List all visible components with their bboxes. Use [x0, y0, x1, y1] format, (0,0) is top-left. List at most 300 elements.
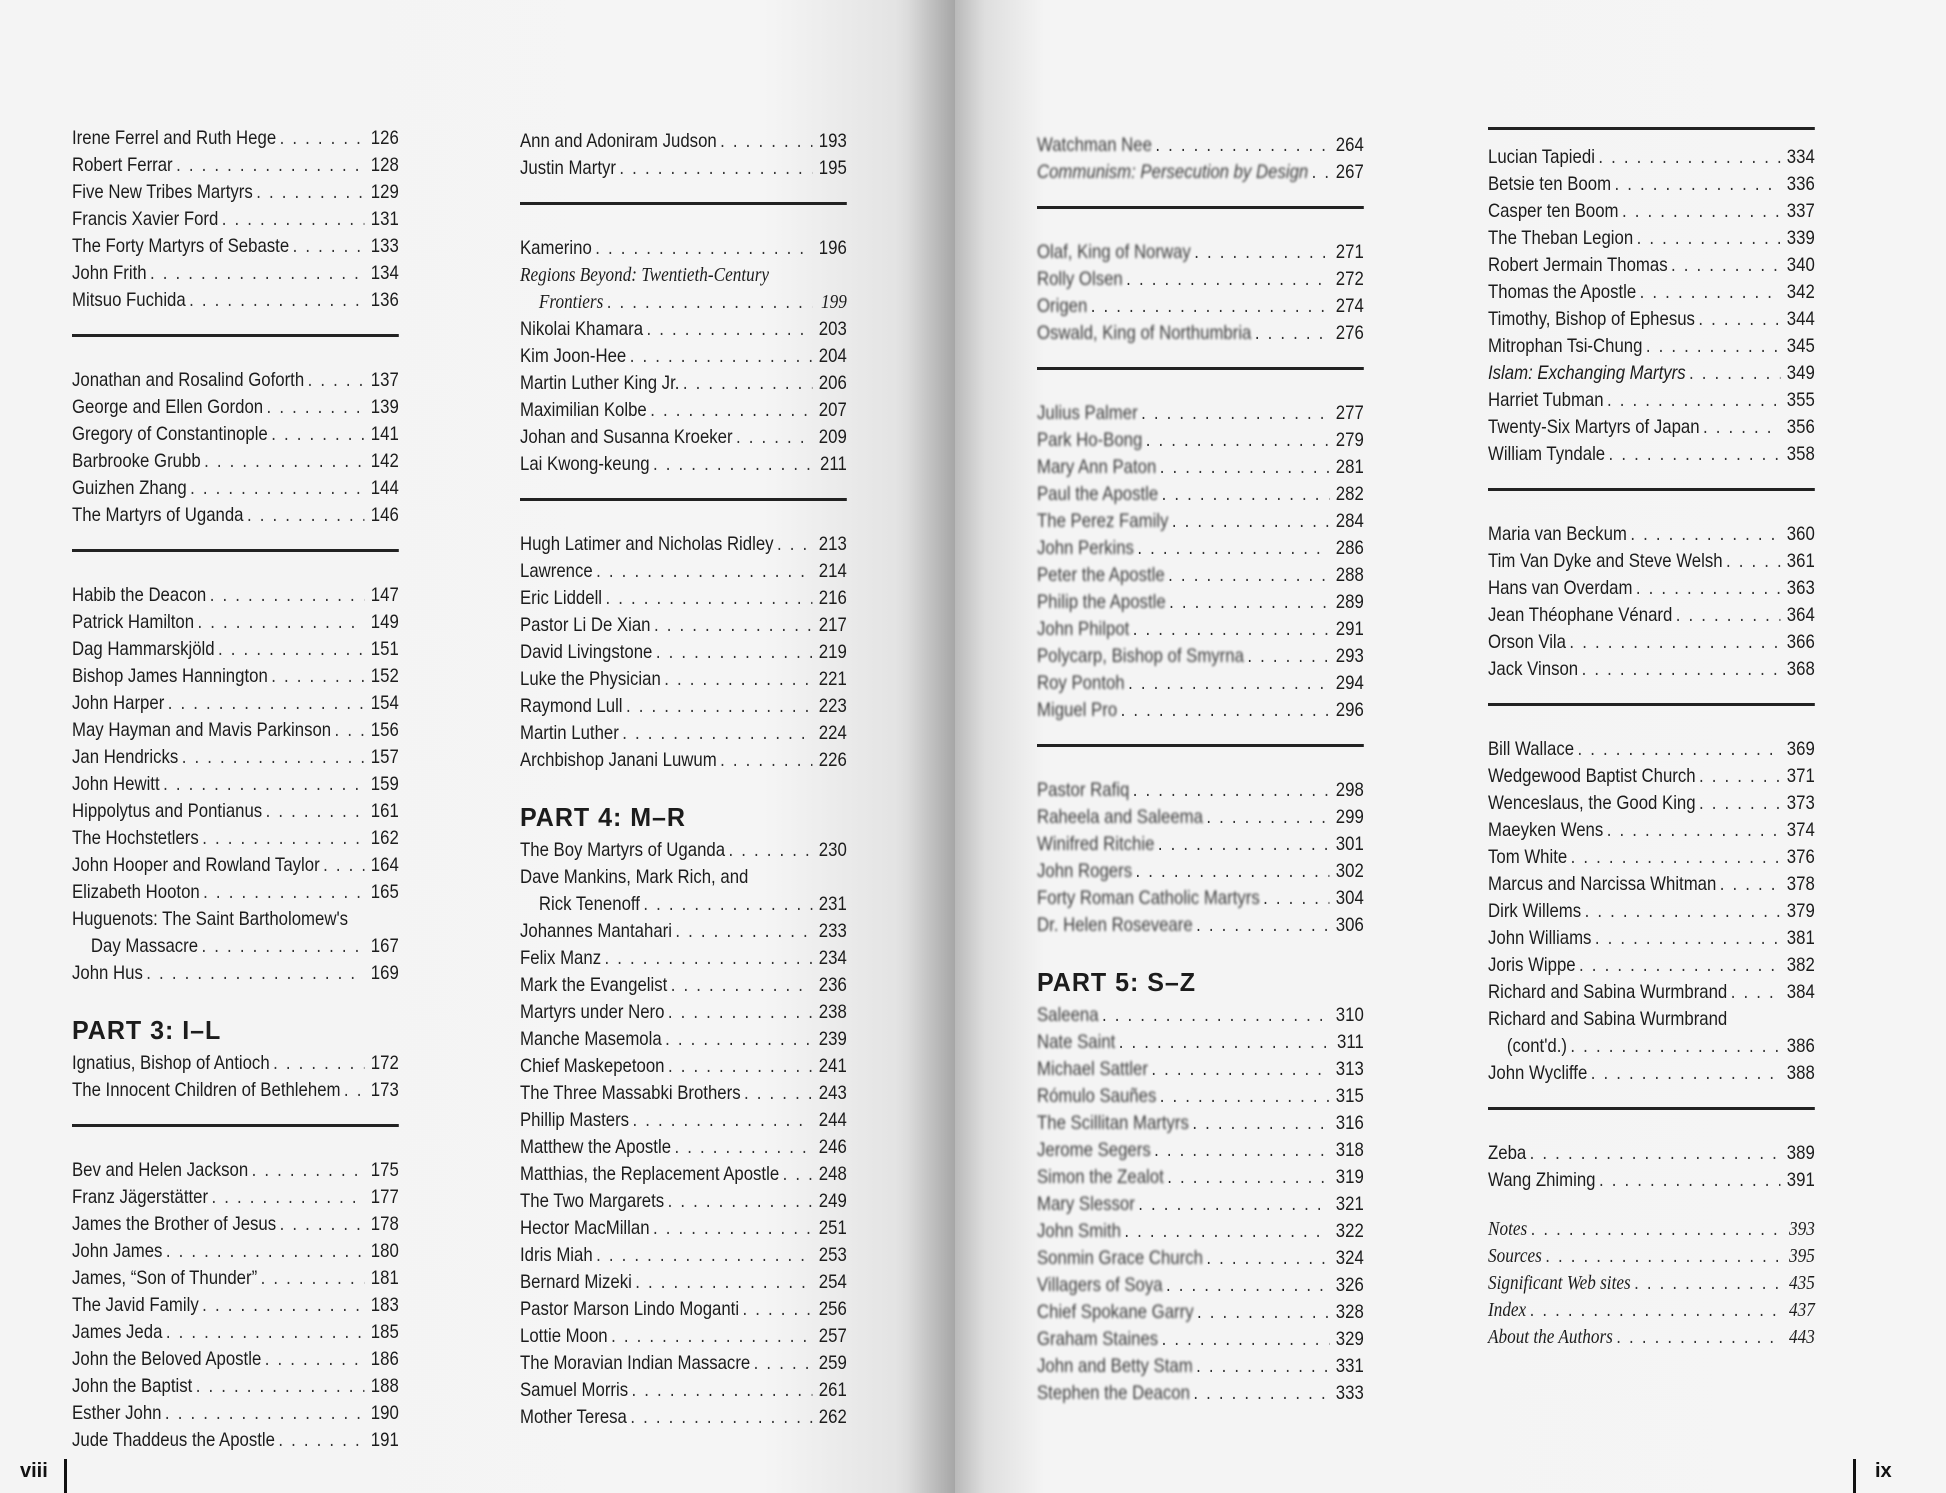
- entry-page: 193: [818, 130, 847, 152]
- entry-title: John Rogers: [1037, 860, 1133, 882]
- entry-page: 257: [818, 1325, 847, 1347]
- entry-title: Thomas the Apostle: [1488, 281, 1637, 303]
- entry-page: 180: [370, 1240, 399, 1262]
- entry-page: 239: [818, 1028, 847, 1050]
- entry-page: 321: [1335, 1193, 1364, 1215]
- dot-leader: [632, 1107, 812, 1134]
- toc-entry: [1488, 898, 1815, 925]
- toc-entry: [72, 125, 399, 152]
- entry-page: 156: [370, 719, 399, 741]
- section-divider: [1488, 488, 1815, 491]
- dot-leader: [653, 1215, 812, 1242]
- entry-title: Saleena: [1037, 1004, 1099, 1026]
- entry-title: Lucian Tapiedi: [1488, 146, 1595, 168]
- dot-leader: [1630, 521, 1780, 548]
- toc-entry: [72, 206, 399, 233]
- entry-page: 191: [370, 1429, 399, 1451]
- entry-title: David Livingstone: [520, 641, 653, 663]
- section-divider: [1037, 744, 1364, 747]
- entry-page: 206: [818, 372, 847, 394]
- entry-page: 221: [818, 668, 847, 690]
- toc-entry: [520, 424, 847, 451]
- entry-title: Patrick Hamilton: [72, 611, 195, 633]
- dot-leader: [777, 531, 812, 558]
- entry-title: John and Betty Stam: [1037, 1355, 1193, 1377]
- entry-title: The Moravian Indian Massacre: [520, 1352, 751, 1374]
- dot-leader: [1133, 616, 1330, 643]
- entry-page: 294: [1335, 672, 1364, 694]
- dot-leader: [256, 179, 364, 206]
- entry-title: Origen: [1037, 295, 1088, 317]
- dot-leader: [1585, 898, 1781, 925]
- toc-entry: [1037, 293, 1364, 320]
- dot-leader: [196, 1373, 365, 1400]
- dot-leader: [1138, 1191, 1329, 1218]
- entry-title: Guizhen Zhang: [72, 477, 187, 499]
- toc-group: [72, 1157, 399, 1454]
- entry-page: 142: [370, 450, 399, 472]
- entry-title: Nikolai Khamara: [520, 318, 644, 340]
- dot-leader: [1699, 763, 1780, 790]
- entry-page: 328: [1335, 1301, 1364, 1323]
- entry-title: Phillip Masters: [520, 1109, 630, 1131]
- dot-leader: [1160, 1083, 1330, 1110]
- toc-entry: [1488, 629, 1815, 656]
- entry-title: Mitrophan Tsi-Chung: [1488, 335, 1643, 357]
- dot-leader: [222, 206, 365, 233]
- dot-leader: [668, 999, 813, 1026]
- page-number-rule-right: [1853, 1459, 1856, 1493]
- entry-title: Bishop James Hannington: [72, 665, 268, 687]
- toc-entry: [1037, 535, 1364, 562]
- entry-title: Peter the Apostle: [1037, 564, 1165, 586]
- dot-leader: [671, 972, 813, 999]
- entry-page: 437: [1789, 1299, 1815, 1321]
- dot-leader: [1155, 132, 1329, 159]
- toc-entry: [520, 666, 847, 693]
- toc-entry: [72, 798, 399, 825]
- entry-title: Villagers of Soya: [1037, 1274, 1163, 1296]
- left-page: [0, 0, 955, 1493]
- dot-leader: [1263, 885, 1329, 912]
- toc-entry: [1037, 508, 1364, 535]
- dot-leader: [176, 152, 364, 179]
- entry-page: 329: [1335, 1328, 1364, 1350]
- entry-page: 360: [1786, 523, 1815, 545]
- entry-page: 379: [1786, 900, 1815, 922]
- dot-leader: [1196, 912, 1329, 939]
- dot-leader: [619, 155, 812, 182]
- entry-page: 131: [370, 208, 399, 230]
- toc-entry: [520, 864, 847, 918]
- toc-entry: [1488, 1006, 1815, 1060]
- dot-leader: [1167, 1164, 1329, 1191]
- entry-page: 253: [818, 1244, 847, 1266]
- entry-title: Pastor Li De Xian: [520, 614, 651, 636]
- entry-page: 236: [818, 974, 847, 996]
- dot-leader: [1699, 790, 1780, 817]
- toc-entry: [72, 287, 399, 314]
- toc-entry: [1488, 763, 1815, 790]
- entry-title: Marcus and Narcissa Whitman: [1488, 873, 1717, 895]
- dot-leader: [150, 260, 364, 287]
- toc-entry: [1488, 1216, 1815, 1243]
- entry-page: 336: [1786, 173, 1815, 195]
- toc-entry: [72, 960, 399, 987]
- entry-title: Stephen the Deacon: [1037, 1382, 1190, 1404]
- entry-page: 349: [1786, 362, 1815, 384]
- entry-page: 183: [370, 1294, 399, 1316]
- toc-entry: [1488, 1324, 1815, 1351]
- dot-leader: [1570, 1033, 1780, 1060]
- toc-entry: [72, 582, 399, 609]
- toc-entry: [520, 531, 847, 558]
- dot-leader: [1206, 804, 1329, 831]
- entry-title: John Perkins: [1037, 537, 1134, 559]
- entry-title: The Martyrs of Uganda: [72, 504, 244, 526]
- entry-title: Matthias, the Replacement Apostle: [520, 1163, 780, 1185]
- toc-entry: [520, 1215, 847, 1242]
- dot-leader: [632, 1377, 813, 1404]
- dot-leader: [1731, 979, 1781, 1006]
- entry-page: 199: [821, 291, 847, 313]
- dot-leader: [190, 475, 364, 502]
- toc-entry: [72, 1265, 399, 1292]
- dot-leader: [1158, 831, 1330, 858]
- entry-page: 298: [1335, 779, 1364, 801]
- entry-page: 204: [818, 345, 847, 367]
- entry-title: Roy Pontoh: [1037, 672, 1125, 694]
- entry-title: Eric Liddell: [520, 587, 603, 609]
- entry-title: Jerome Segers: [1037, 1139, 1151, 1161]
- toc-group: [520, 837, 847, 1431]
- toc-entry: [72, 636, 399, 663]
- toc-entry: [1488, 414, 1815, 441]
- entry-page: 262: [818, 1406, 847, 1428]
- toc-entry: [1037, 616, 1364, 643]
- entry-page: 324: [1335, 1247, 1364, 1269]
- dot-leader: [271, 421, 364, 448]
- entry-page: 233: [818, 920, 847, 942]
- toc-entry: [72, 421, 399, 448]
- entry-title: Lai Kwong-keung: [520, 453, 650, 475]
- toc-entry: [72, 744, 399, 771]
- toc-entry: [1488, 1270, 1815, 1297]
- entry-page: 144: [370, 477, 399, 499]
- toc-entry: [1037, 589, 1364, 616]
- entry-page: 128: [370, 154, 399, 176]
- toc-entry: [72, 690, 399, 717]
- entry-title: Jean Théophane Vénard: [1488, 604, 1673, 626]
- toc-entry: [1488, 171, 1815, 198]
- dot-leader: [1206, 1245, 1329, 1272]
- entry-title: Manche Masemola: [520, 1028, 662, 1050]
- entry-title: Mary Ann Paton: [1037, 456, 1157, 478]
- entry-title: Olaf, King of Norway: [1037, 241, 1191, 263]
- dot-leader: [1598, 144, 1780, 171]
- toc-entry: [520, 1323, 847, 1350]
- dot-leader: [1607, 387, 1780, 414]
- toc-group: [1488, 1140, 1815, 1194]
- entry-page: 358: [1786, 443, 1815, 465]
- entry-title: Hans van Overdam: [1488, 577, 1633, 599]
- entry-page: 395: [1789, 1245, 1815, 1267]
- entry-page: 139: [370, 396, 399, 418]
- dot-leader: [1689, 360, 1780, 387]
- toc-entry: [1488, 790, 1815, 817]
- entry-title: Johannes Mantahari: [520, 920, 672, 942]
- entry-title: Justin Martyr: [520, 157, 616, 179]
- entry-page: 435: [1789, 1272, 1815, 1294]
- toc-entry: [72, 502, 399, 529]
- entry-title: Bev and Helen Jackson: [72, 1159, 249, 1181]
- back-matter-spacer: [1488, 1194, 1815, 1216]
- entry-title: Joris Wippe: [1488, 954, 1576, 976]
- toc-entry: [520, 837, 847, 864]
- entry-title-cont: Frontiers: [538, 291, 604, 313]
- dot-leader: [728, 837, 812, 864]
- entry-title: Franz Jägerstätter: [72, 1186, 209, 1208]
- entry-page: 311: [1337, 1031, 1364, 1053]
- entry-page: 152: [370, 665, 399, 687]
- page-number-left: viii: [20, 1460, 48, 1482]
- dot-leader: [1137, 535, 1329, 562]
- dot-leader: [605, 945, 813, 972]
- dot-leader: [1168, 562, 1329, 589]
- entry-title: Casper ten Boom: [1488, 200, 1619, 222]
- entry-page: 234: [818, 947, 847, 969]
- dot-leader: [653, 451, 812, 478]
- entry-title: Samuel Morris: [520, 1379, 629, 1401]
- entry-page: 304: [1335, 887, 1364, 909]
- entry-title: Robert Jermain Thomas: [1488, 254, 1668, 276]
- entry-page: 249: [818, 1190, 847, 1212]
- toc-group: [1488, 736, 1815, 1087]
- entry-page: 159: [370, 773, 399, 795]
- entry-title: Richard and Sabina Wurmbrand: [1488, 1008, 1728, 1030]
- toc-entry: [520, 558, 847, 585]
- dot-leader: [1162, 1326, 1330, 1353]
- entry-title: Gregory of Constantinople: [72, 423, 268, 445]
- entry-page: 207: [818, 399, 847, 421]
- entry-title: John Smith: [1037, 1220, 1121, 1242]
- page-number-rule-left: [64, 1459, 67, 1493]
- toc-entry: [1037, 670, 1364, 697]
- dot-leader: [344, 1077, 364, 1104]
- dot-leader: [611, 1323, 812, 1350]
- entry-page: 299: [1335, 806, 1364, 828]
- dot-leader: [168, 690, 365, 717]
- entry-continuation-line: [1488, 1033, 1815, 1060]
- entry-title-cont: Rick Tenenoff: [538, 893, 640, 915]
- dot-leader: [266, 798, 365, 825]
- part-heading: PART 4: M–R: [520, 802, 686, 832]
- toc-entry: [1037, 804, 1364, 831]
- toc-entry: [72, 1427, 399, 1454]
- entry-title: Maeyken Wens: [1488, 819, 1604, 841]
- entry-title: Rómulo Sauñes: [1037, 1085, 1157, 1107]
- dot-leader: [1197, 1299, 1329, 1326]
- entry-page: 371: [1786, 765, 1815, 787]
- entry-page: 281: [1335, 456, 1364, 478]
- toc-entry: [1037, 1326, 1364, 1353]
- dot-leader: [308, 367, 365, 394]
- toc-entry: [72, 448, 399, 475]
- toc-entry: [1037, 159, 1364, 186]
- dot-leader: [1577, 736, 1780, 763]
- entry-title: Lottie Moon: [520, 1325, 608, 1347]
- dot-leader: [189, 287, 364, 314]
- entry-title: Paul the Apostle: [1037, 483, 1159, 505]
- toc-entry: [1488, 1167, 1815, 1194]
- entry-page: 213: [818, 533, 847, 555]
- dot-leader: [1571, 844, 1781, 871]
- toc-entry: [520, 1296, 847, 1323]
- entry-title: John Wycliffe: [1488, 1062, 1588, 1084]
- entry-page: 378: [1786, 873, 1815, 895]
- entry-page: 368: [1786, 658, 1815, 680]
- toc-entry: [1037, 697, 1364, 724]
- dot-leader: [1615, 171, 1781, 198]
- toc-entry: [1037, 320, 1364, 347]
- dot-leader: [1126, 266, 1329, 293]
- entry-title: Esther John: [72, 1402, 162, 1424]
- dot-leader: [1545, 1243, 1780, 1270]
- toc-entry: [1037, 1353, 1364, 1380]
- dot-leader: [280, 1211, 365, 1238]
- toc-entry: [72, 1373, 399, 1400]
- toc-entry: [520, 612, 847, 639]
- toc-entry: [1037, 239, 1364, 266]
- toc-entry: [1037, 643, 1364, 670]
- toc-entry: [1037, 858, 1364, 885]
- toc-group: [520, 128, 847, 182]
- toc-entry: [72, 717, 399, 744]
- entry-page: 443: [1789, 1326, 1815, 1348]
- entry-title: John the Baptist: [72, 1375, 193, 1397]
- entry-title: Miguel Pro: [1037, 699, 1118, 721]
- entry-title: Park Ho-Bong: [1037, 429, 1143, 451]
- toc-entry: [72, 233, 399, 260]
- entry-title: Robert Ferrar: [72, 154, 173, 176]
- toc-entry: [520, 1404, 847, 1431]
- dot-leader: [1162, 481, 1330, 508]
- entry-page: 315: [1335, 1085, 1364, 1107]
- dot-leader: [1637, 225, 1781, 252]
- entry-page: 226: [818, 749, 847, 771]
- dot-leader: [1703, 414, 1780, 441]
- entry-page: 173: [370, 1079, 399, 1101]
- dot-leader: [1671, 252, 1780, 279]
- entry-page: 384: [1786, 981, 1815, 1003]
- entry-title: Tim Van Dyke and Steve Welsh: [1488, 550, 1723, 572]
- entry-page: 274: [1335, 295, 1364, 317]
- page-number-right: ix: [1875, 1460, 1892, 1482]
- entry-page: 391: [1786, 1169, 1815, 1191]
- dot-leader: [1247, 643, 1329, 670]
- toc-entry: [1488, 575, 1815, 602]
- entry-page: 137: [370, 369, 399, 391]
- entry-title: Martyrs under Nero: [520, 1001, 665, 1023]
- dot-leader: [1616, 1324, 1780, 1351]
- dot-leader: [1151, 1056, 1329, 1083]
- entry-page: 147: [370, 584, 399, 606]
- dot-leader: [1591, 1060, 1781, 1087]
- toc-entry: [72, 1238, 399, 1265]
- entry-page: 211: [820, 453, 847, 475]
- entry-title: John Williams: [1488, 927, 1592, 949]
- dot-leader: [1698, 306, 1780, 333]
- entry-title: Martin Luther: [520, 722, 619, 744]
- entry-title: Martin Luther King Jr.: [520, 372, 680, 394]
- entry-title: Simon the Zealot: [1037, 1166, 1164, 1188]
- toc-entry: [1037, 454, 1364, 481]
- entry-title: Michael Sattler: [1037, 1058, 1148, 1080]
- entry-page: 363: [1786, 577, 1815, 599]
- toc-entry: [1037, 1137, 1364, 1164]
- toc-entry: [1037, 400, 1364, 427]
- entry-title: Sources: [1488, 1245, 1542, 1267]
- entry-title: Elizabeth Hooton: [72, 881, 200, 903]
- entry-page: 276: [1335, 322, 1364, 344]
- entry-page: 291: [1335, 618, 1364, 640]
- entry-page: 386: [1786, 1035, 1815, 1057]
- toc-entry: [72, 663, 399, 690]
- dot-leader: [273, 1050, 364, 1077]
- toc-entry: [1488, 1060, 1815, 1087]
- dot-leader: [261, 1265, 365, 1292]
- dot-leader: [1720, 871, 1781, 898]
- entry-page: 272: [1335, 268, 1364, 290]
- dot-leader: [163, 771, 364, 798]
- toc-entry: [520, 1053, 847, 1080]
- entry-page: 345: [1786, 335, 1815, 357]
- toc-entry: [72, 825, 399, 852]
- entry-title: Harriet Tubman: [1488, 389, 1604, 411]
- entry-continuation-line: [72, 933, 399, 960]
- toc-entry: [520, 585, 847, 612]
- toc-entry: [72, 852, 399, 879]
- entry-page: 310: [1335, 1004, 1364, 1026]
- toc-entry: [72, 1400, 399, 1427]
- toc-column-left-1: [72, 125, 399, 1454]
- dot-leader: [202, 825, 364, 852]
- entry-title: Dirk Willems: [1488, 900, 1582, 922]
- entry-title: May Hayman and Mavis Parkinson: [72, 719, 332, 741]
- toc-group: [1037, 777, 1364, 939]
- entry-title: Hector MacMillan: [520, 1217, 650, 1239]
- toc-entry: [1037, 831, 1364, 858]
- entry-title: John James: [72, 1240, 163, 1262]
- entry-title: Nate Saint: [1037, 1031, 1116, 1053]
- entry-page: 134: [370, 262, 399, 284]
- dot-leader: [674, 1134, 812, 1161]
- dot-leader: [646, 316, 812, 343]
- dot-leader: [1579, 952, 1780, 979]
- entry-title: John Hewitt: [72, 773, 160, 795]
- entry-title: Polycarp, Bishop of Smyrna: [1037, 645, 1244, 667]
- toc-column-right-1: [1037, 132, 1364, 1407]
- entry-title: The Hochstetlers: [72, 827, 199, 849]
- dot-leader: [1141, 400, 1329, 427]
- entry-title-cont: (cont'd.): [1506, 1035, 1567, 1057]
- dot-leader: [1154, 1137, 1329, 1164]
- toc-entry: [1488, 736, 1815, 763]
- entry-title: Kim Joon-Hee: [520, 345, 627, 367]
- dot-leader: [626, 693, 812, 720]
- toc-entry: [520, 720, 847, 747]
- entry-page: 373: [1786, 792, 1815, 814]
